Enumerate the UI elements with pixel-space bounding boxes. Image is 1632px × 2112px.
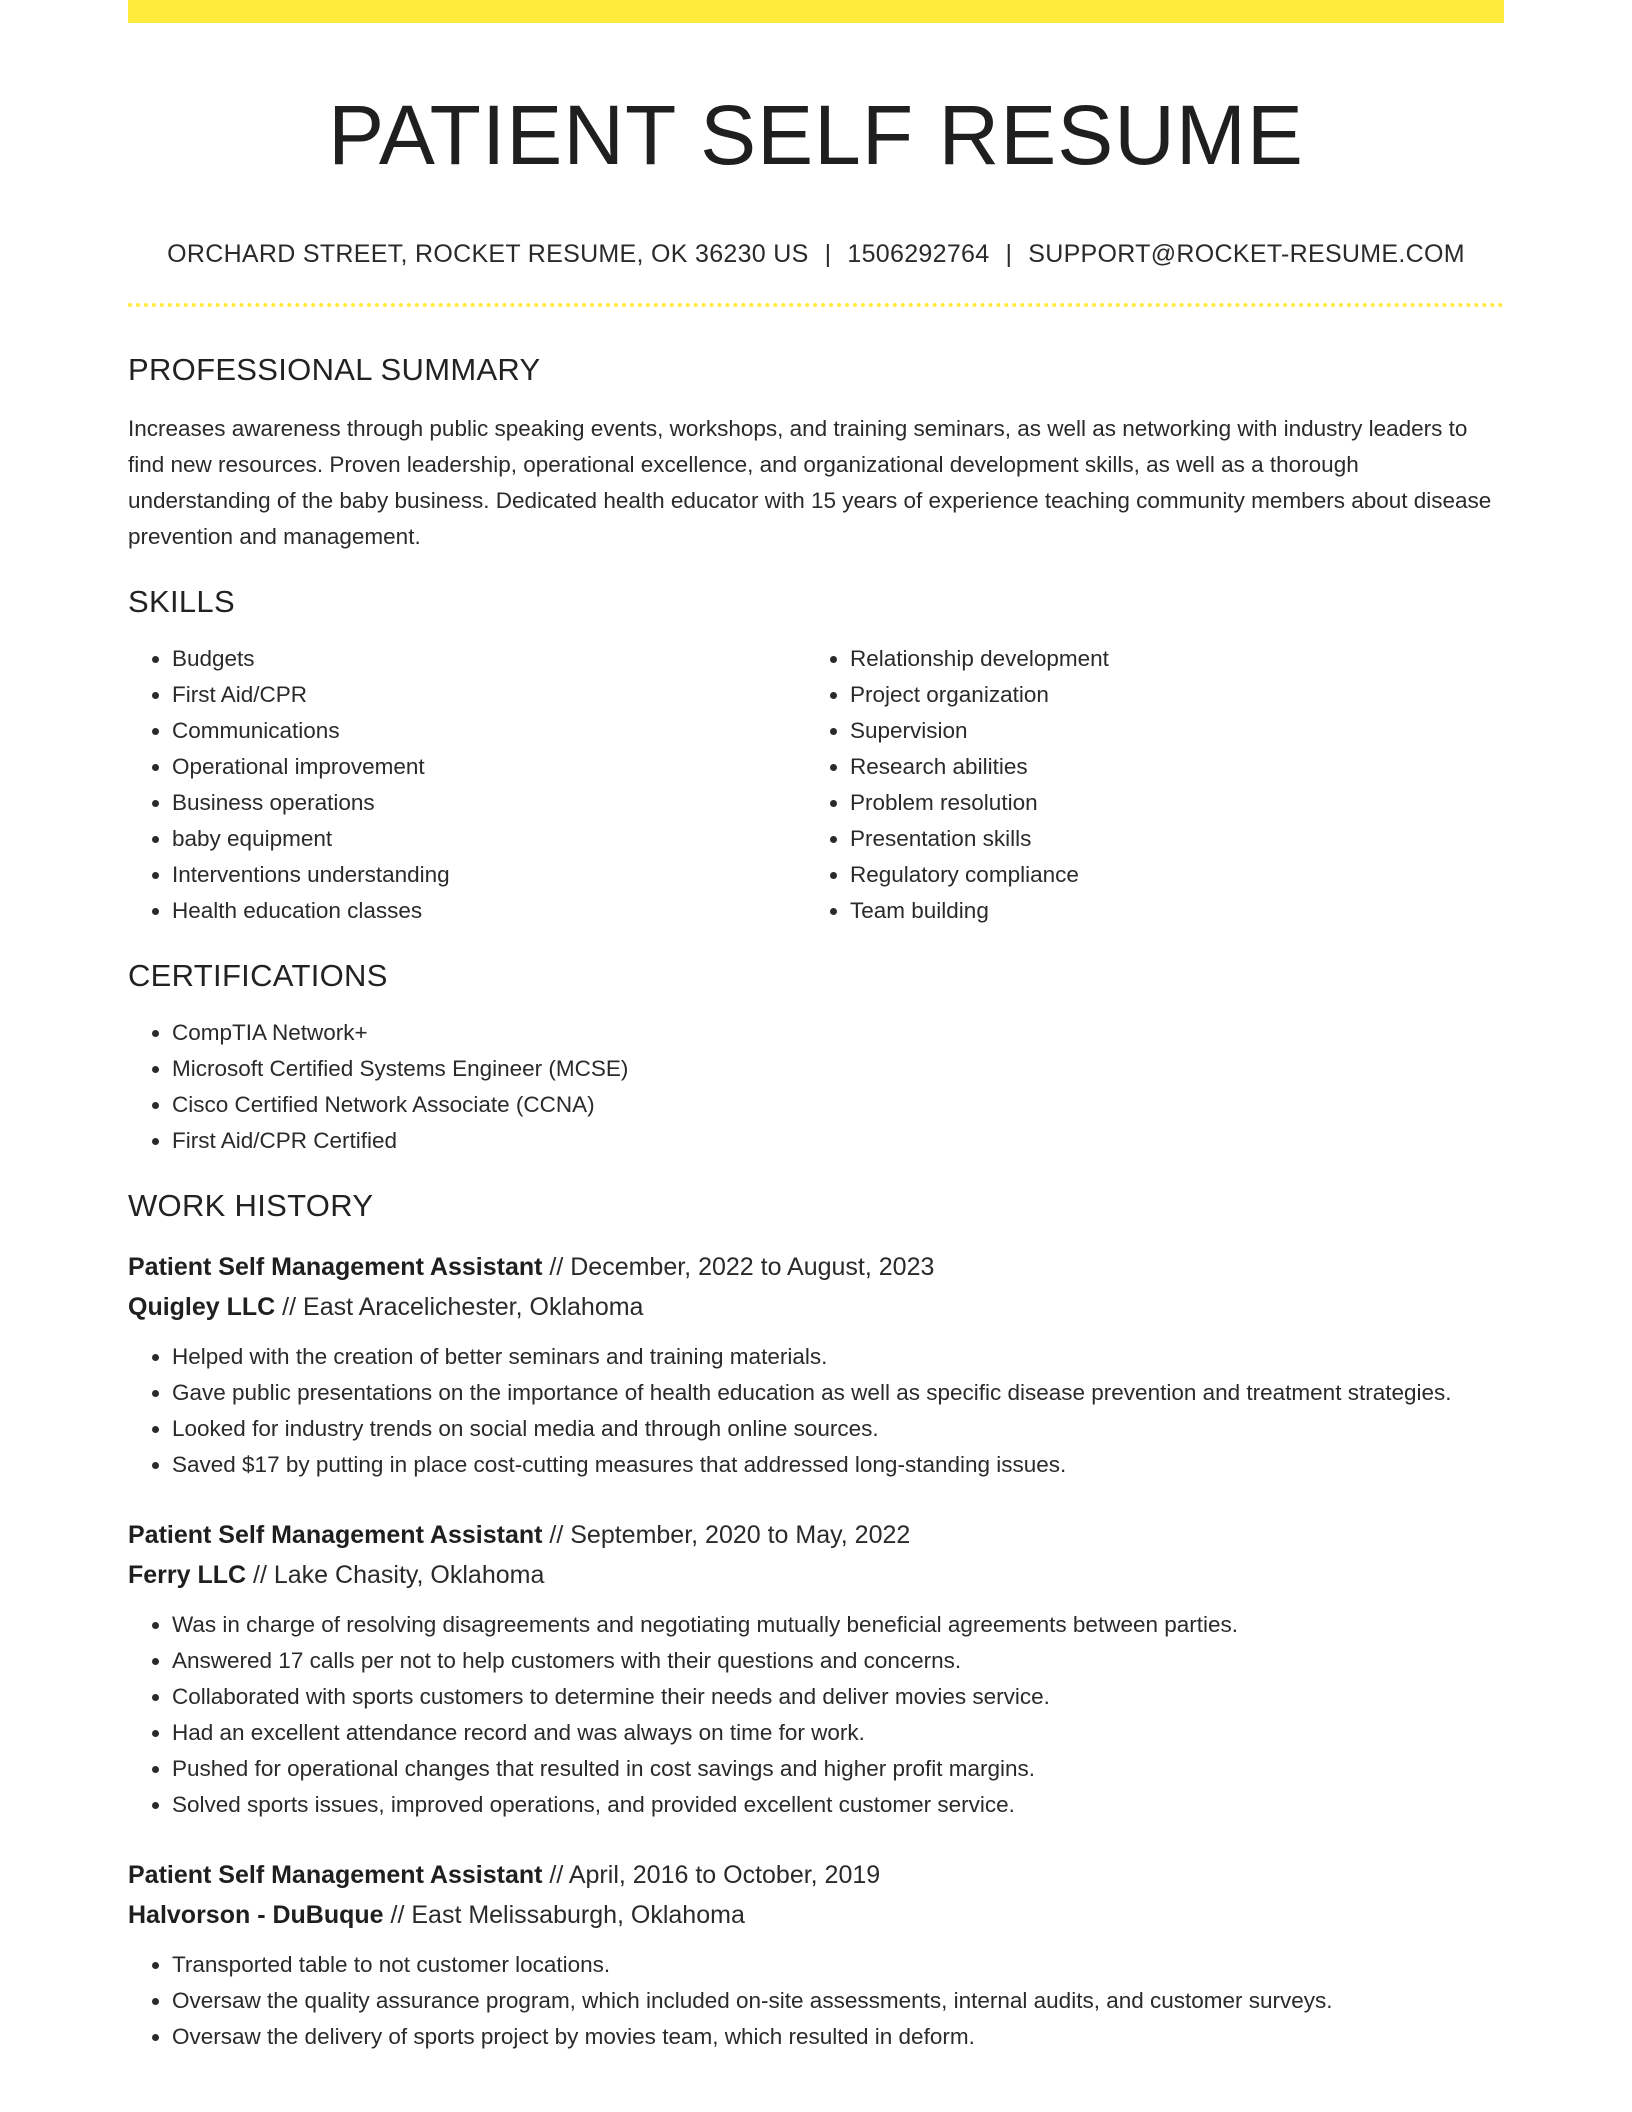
skill-item: • Communications bbox=[172, 713, 806, 749]
skill-item: • Research abilities bbox=[850, 749, 1484, 785]
dotted-divider bbox=[128, 303, 1504, 307]
certification-item: • First Aid/CPR Certified bbox=[172, 1123, 1504, 1159]
job-dates: // December, 2022 to August, 2023 bbox=[542, 1253, 935, 1281]
job-bullet-list bbox=[128, 1607, 1504, 1823]
section-title-certifications: CERTIFICATIONS bbox=[128, 958, 388, 993]
job-bullet: • Transported table to not customer locations. bbox=[172, 1947, 1504, 1983]
job-role: Patient Self Management Assistant bbox=[128, 1521, 543, 1549]
job-company-line bbox=[128, 1895, 1504, 1935]
job-location: // East Melissaburgh, Oklahoma bbox=[383, 1901, 745, 1929]
skill-item: • Regulatory compliance bbox=[850, 857, 1484, 893]
job-bullet: • Collaborated with sports customers to determine their needs and deliver movies service. bbox=[172, 1679, 1504, 1715]
skills-list-right bbox=[806, 641, 1484, 929]
skill-item: • First Aid/CPR bbox=[172, 677, 806, 713]
skills-list-left bbox=[128, 641, 806, 929]
job-dates: // April, 2016 to October, 2019 bbox=[542, 1861, 881, 1889]
job-company: Halvorson - DuBuque bbox=[128, 1901, 384, 1929]
job-title-line bbox=[128, 1247, 1504, 1287]
email: SUPPORT@ROCKET-RESUME.COM bbox=[1028, 240, 1465, 268]
job-company: Ferry LLC bbox=[128, 1561, 247, 1589]
skill-item: • Presentation skills bbox=[850, 821, 1484, 857]
skills-column-left bbox=[128, 641, 806, 929]
job-title-line bbox=[128, 1515, 1504, 1555]
section-title-work-history: WORK HISTORY bbox=[128, 1188, 374, 1223]
skill-item: • Operational improvement bbox=[172, 749, 806, 785]
certification-item: • Cisco Certified Network Associate (CCNA) bbox=[172, 1087, 1504, 1123]
contact-separator: | bbox=[824, 240, 832, 268]
certifications-list bbox=[128, 1015, 1504, 1159]
job-bullet: • Helped with the creation of better seminars and training materials. bbox=[172, 1339, 1504, 1375]
job-bullet: • Had an excellent attendance record and was always on time for work. bbox=[172, 1715, 1504, 1751]
job-company-line bbox=[128, 1555, 1504, 1595]
job-bullet-list bbox=[128, 1947, 1504, 2055]
skill-item: • Health education classes bbox=[172, 893, 806, 929]
contact-separator: | bbox=[1005, 240, 1013, 268]
job-bullet: • Looked for industry trends on social media and through online sources. bbox=[172, 1411, 1504, 1447]
skill-item: • Interventions understanding bbox=[172, 857, 806, 893]
skill-item: • Budgets bbox=[172, 641, 806, 677]
work-history-list bbox=[128, 1247, 1504, 2055]
resume-page bbox=[128, 0, 1504, 2055]
skill-item: • Business operations bbox=[172, 785, 806, 821]
skills-grid bbox=[128, 641, 1504, 929]
certification-item: • CompTIA Network+ bbox=[172, 1015, 1504, 1051]
skill-item: • Team building bbox=[850, 893, 1484, 929]
skill-item: • Problem resolution bbox=[850, 785, 1484, 821]
candidate-name: PATIENT SELF RESUME bbox=[328, 88, 1304, 182]
job-bullet: • Oversaw the delivery of sports project by movies team, which resulted in deform. bbox=[172, 2019, 1504, 2055]
job-bullet: • Answered 17 calls per not to help customers with their questions and concerns. bbox=[172, 1643, 1504, 1679]
job-bullet: • Oversaw the quality assurance program, which included on-site assessments, internal audits, and customer surveys. bbox=[172, 1983, 1504, 2019]
certification-item: • Microsoft Certified Systems Engineer (MCSE) bbox=[172, 1051, 1504, 1087]
job-location: // Lake Chasity, Oklahoma bbox=[246, 1561, 545, 1589]
job-location: // East Aracelichester, Oklahoma bbox=[275, 1293, 644, 1321]
job-bullet: • Pushed for operational changes that resulted in cost savings and higher profit margins. bbox=[172, 1751, 1504, 1787]
accent-top-bar bbox=[128, 0, 1504, 23]
job-bullet: • Solved sports issues, improved operations, and provided excellent customer service. bbox=[172, 1787, 1504, 1823]
section-title-summary: PROFESSIONAL SUMMARY bbox=[128, 352, 541, 387]
job-bullet: • Saved $17 by putting in place cost-cutting measures that addressed long-standing issues. bbox=[172, 1447, 1504, 1483]
job-bullet: • Was in charge of resolving disagreements and negotiating mutually beneficial agreements between parties. bbox=[172, 1607, 1504, 1643]
job-bullet-list bbox=[128, 1339, 1504, 1483]
job-title-line bbox=[128, 1855, 1504, 1895]
job-bullet: • Gave public presentations on the importance of health education as well as specific disease prevention and treatment strategies. bbox=[172, 1375, 1504, 1411]
phone: 1506292764 bbox=[847, 240, 990, 268]
job-role: Patient Self Management Assistant bbox=[128, 1861, 543, 1889]
address: ORCHARD STREET, ROCKET RESUME, OK 36230 US bbox=[167, 240, 809, 268]
job-dates: // September, 2020 to May, 2022 bbox=[542, 1521, 911, 1549]
job-entry bbox=[128, 1247, 1504, 1483]
skills-column-right bbox=[806, 641, 1484, 929]
job-entry bbox=[128, 1855, 1504, 2055]
job-company: Quigley LLC bbox=[128, 1293, 276, 1321]
contact-line bbox=[128, 239, 1504, 269]
skill-item: • Project organization bbox=[850, 677, 1484, 713]
skill-item: • Supervision bbox=[850, 713, 1484, 749]
summary-text: Increases awareness through public speaking events, workshops, and training seminars, as well as networking with industry leaders to find new resources. Proven leadership, operational excellence, and organizational development skills, as well as a thorough understanding of the baby business. Dedicated health educator with 15 years of experience teaching community members about disease prevention and management. bbox=[128, 416, 1492, 549]
skill-item: • Relationship development bbox=[850, 641, 1484, 677]
job-role: Patient Self Management Assistant bbox=[128, 1253, 543, 1281]
section-title-skills: SKILLS bbox=[128, 584, 235, 619]
job-company-line bbox=[128, 1287, 1504, 1327]
skill-item: • baby equipment bbox=[172, 821, 806, 857]
job-entry bbox=[128, 1515, 1504, 1823]
